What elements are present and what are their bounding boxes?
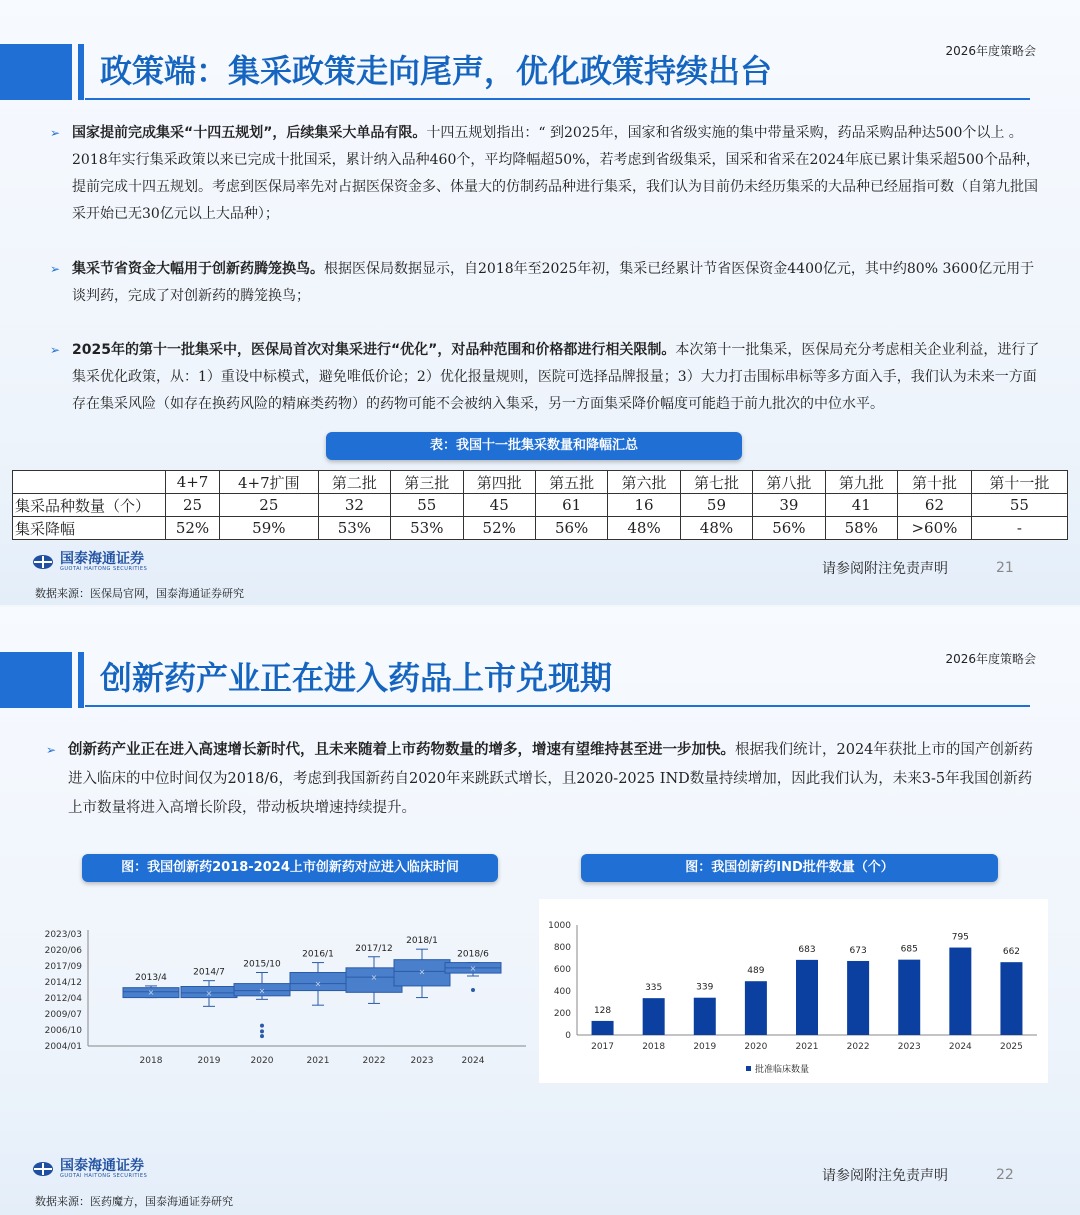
title-underline <box>85 98 1030 100</box>
y-tick-label: 2020/06 <box>44 946 82 956</box>
y-tick-label: 2004/01 <box>44 1042 82 1052</box>
chart2-caption: 图：我国创新药IND批件数量（个） <box>581 854 998 882</box>
page-title: 创新药产业正在进入药品上市兑现期 <box>100 659 613 697</box>
table-caption: 表：我国十一批集采数量和降幅汇总 <box>326 432 742 460</box>
page-title: 政策端：集采政策走向尾声，优化政策持续出台 <box>100 52 773 90</box>
box-mean-marker: × <box>418 967 426 977</box>
x-tick-label: 2017 <box>591 1042 615 1052</box>
table-cell: 第六批 <box>608 471 680 494</box>
table-cell: 第十批 <box>898 471 972 494</box>
box-median-label: 2014/7 <box>193 967 225 978</box>
table-cell: 集采降幅 <box>13 517 166 540</box>
table-cell: >60% <box>898 517 972 540</box>
table-cell: 第八批 <box>753 471 825 494</box>
x-tick-label: 2021 <box>306 1056 330 1066</box>
bar <box>694 998 716 1035</box>
table-cell <box>13 471 166 494</box>
table-cell: 集采品种数量（个） <box>13 494 166 517</box>
x-tick-label: 2020 <box>744 1042 768 1052</box>
table-cell: 4+7 <box>166 471 220 494</box>
table-cell: 61 <box>535 494 607 517</box>
procurement-table <box>12 470 1068 540</box>
ind-bar-chart <box>539 899 1048 1083</box>
bullet-1-bold: 创新药产业正在进入高速增长新时代，且未来随着上市药物数量的增多，增速有望维持甚至进一步加快。 <box>68 742 735 758</box>
x-tick-label: 2023 <box>897 1042 921 1052</box>
bar-value-label: 335 <box>645 983 663 994</box>
bar <box>796 960 818 1035</box>
legend-swatch <box>746 1066 751 1071</box>
ind-bar-svg <box>539 899 1048 1083</box>
x-tick-label: 2018 <box>139 1056 163 1066</box>
table-cell: 48% <box>680 517 752 540</box>
logo-text-cn: 国泰海通证券 <box>60 551 144 567</box>
bar-value-label: 662 <box>1002 947 1021 958</box>
bullet-1 <box>46 736 1036 823</box>
y-tick-label: 0 <box>565 1031 571 1041</box>
bar-value-label: 685 <box>900 944 918 955</box>
meeting-label: 2026年度策略会 <box>945 44 1036 58</box>
boxplot-svg <box>38 925 530 1083</box>
box-median-label: 2018/6 <box>457 949 489 960</box>
bullet-2-text: 根据医保局数据显示，自2018年至2025年初，集采已经累计节省医保资金4400亿元，其中约80% 3600亿元用于谈判药，完成了对创新药的腾笼换鸟； <box>72 261 1035 304</box>
table-cell: 39 <box>753 494 825 517</box>
table-cell: 45 <box>463 494 535 517</box>
table-cell: 第二批 <box>318 471 390 494</box>
box-mean-marker: × <box>258 986 266 996</box>
table-cell: 53% <box>391 517 463 540</box>
x-tick-label: 2025 <box>999 1042 1023 1052</box>
table-cell: 56% <box>535 517 607 540</box>
bullet-3-bold: 2025年的第十一批集采中，医保局首次对集采进行“优化”，对品种范围和价格都进行相关限制。 <box>72 342 676 358</box>
bullet-2-bold: 集采节省资金大幅用于创新药腾笼换鸟。 <box>72 261 324 277</box>
table-cell: 第十一批 <box>971 471 1067 494</box>
table-cell: 62 <box>898 494 972 517</box>
bullet-arrow-icon: ➢ <box>50 262 61 276</box>
bar <box>592 1021 614 1035</box>
x-tick-label: 2018 <box>642 1042 666 1052</box>
chart1-caption: 图：我国创新药2018-2024上市创新药对应进入临床时间 <box>82 854 498 882</box>
data-source: 数据来源：医保局官网，国泰海通证券研究 <box>35 587 244 600</box>
bullet-arrow-icon: ➢ <box>46 743 57 757</box>
x-tick-label: 2020 <box>250 1056 274 1066</box>
x-tick-label: 2019 <box>197 1056 221 1066</box>
title-accent-block <box>0 652 72 708</box>
x-tick-label: 2023 <box>410 1056 434 1066</box>
box-mean-marker: × <box>314 979 322 989</box>
table-cell: 52% <box>463 517 535 540</box>
company-logo <box>32 552 147 572</box>
table-cell: 第九批 <box>825 471 897 494</box>
bar-value-label: 795 <box>951 932 969 943</box>
table-cell: 55 <box>391 494 463 517</box>
box-mean-marker: × <box>205 988 213 998</box>
box-mean-marker: × <box>370 973 378 983</box>
disclaimer-text: 请参阅附注免责声明 <box>822 1168 948 1184</box>
bullet-arrow-icon: ➢ <box>50 343 61 357</box>
y-tick-label: 2014/12 <box>44 978 82 988</box>
logo-text-cn: 国泰海通证券 <box>60 1158 144 1174</box>
box-median-label: 2013/4 <box>135 972 167 983</box>
table-row <box>13 517 1068 540</box>
y-tick-label: 800 <box>553 943 571 953</box>
table-cell: 第七批 <box>680 471 752 494</box>
y-tick-label: 2009/07 <box>44 1010 82 1020</box>
table-row <box>13 494 1068 517</box>
title-accent-block <box>0 44 72 100</box>
title-accent-stripe <box>78 652 84 708</box>
box-median-label: 2018/1 <box>406 936 438 947</box>
slide-22 <box>0 607 1080 1215</box>
box-mean-marker: × <box>147 987 155 997</box>
disclaimer-text: 请参阅附注免责声明 <box>822 561 948 577</box>
table-cell: 52% <box>166 517 220 540</box>
bar <box>745 981 767 1035</box>
table-cell: 第五批 <box>535 471 607 494</box>
bullet-arrow-icon: ➢ <box>50 126 61 140</box>
table-header-row <box>13 471 1068 494</box>
table-cell: 59 <box>680 494 752 517</box>
y-tick-label: 600 <box>553 965 571 975</box>
title-accent-stripe <box>78 44 84 100</box>
box-median-label: 2015/10 <box>243 959 281 970</box>
table-cell: 58% <box>825 517 897 540</box>
box-outlier <box>260 1029 264 1033</box>
bar-value-label: 489 <box>747 966 765 977</box>
slide-21 <box>0 0 1080 605</box>
table-cell: 55 <box>971 494 1067 517</box>
table-cell: - <box>971 517 1067 540</box>
table-cell: 第三批 <box>391 471 463 494</box>
y-tick-label: 2023/03 <box>44 930 82 940</box>
legend-label: 批准临床数量 <box>755 1065 810 1075</box>
data-source: 数据来源：医药魔方，国泰海通证券研究 <box>35 1195 233 1208</box>
table-cell: 41 <box>825 494 897 517</box>
bar-value-label: 339 <box>696 982 714 993</box>
logo-mark-icon <box>32 554 54 570</box>
box-median-label: 2016/1 <box>302 949 334 960</box>
bar <box>1000 962 1022 1035</box>
table-cell: 56% <box>753 517 825 540</box>
bar-value-label: 128 <box>593 1005 612 1016</box>
box-median-label: 2017/12 <box>355 943 393 954</box>
bullet-2 <box>50 256 1040 310</box>
table-cell: 第四批 <box>463 471 535 494</box>
table-cell: 16 <box>608 494 680 517</box>
x-tick-label: 2024 <box>948 1042 972 1052</box>
table-cell: 25 <box>166 494 220 517</box>
bar <box>847 961 869 1035</box>
bullet-1-bold: 国家提前完成集采“十四五规划”，后续集采大单品有限。 <box>72 125 427 141</box>
y-tick-label: 2006/10 <box>44 1026 82 1036</box>
page-number: 22 <box>996 1167 1014 1183</box>
bar-value-label: 673 <box>849 945 867 956</box>
title-underline <box>85 705 1030 707</box>
logo-text-en: GUOTAI HAITONG SECURITIES <box>60 1173 148 1179</box>
bar <box>949 948 971 1035</box>
bar-value-label: 683 <box>798 944 816 955</box>
x-tick-label: 2022 <box>846 1042 870 1052</box>
x-tick-label: 2019 <box>693 1042 717 1052</box>
boxplot-chart <box>38 925 530 1083</box>
y-tick-label: 1000 <box>548 921 571 931</box>
table-cell: 25 <box>220 494 319 517</box>
bullet-1-text: 根据我们统计，2024年获批上市的国产创新药进入临床的中位时间仅为2018/6，考虑到我国新药自2020年来跳跃式增长，且2020-2025 IND数量持续增加，因此我们认为，未来3-5年我国创新药上市数量将进入高增长阶段，带动板块增速持续提升。 <box>68 742 1033 816</box>
table-cell: 48% <box>608 517 680 540</box>
box-outlier <box>260 1024 264 1028</box>
box-outlier <box>260 1034 264 1038</box>
box-outlier <box>471 988 475 992</box>
table-cell: 59% <box>220 517 319 540</box>
logo-text-en: GUOTAI HAITONG SECURITIES <box>60 566 148 572</box>
bullet-1 <box>50 120 1040 228</box>
y-tick-label: 400 <box>553 987 571 997</box>
table-cell: 32 <box>318 494 390 517</box>
logo-mark-icon <box>32 1161 54 1177</box>
table-cell: 53% <box>318 517 390 540</box>
bullet-3-text: 本次第十一批集采，医保局充分考虑相关企业利益，进行了集采优化政策，从：1）重设中标模式，避免唯低价论；2）优化报量规则，医院可选择品牌报量；3）大力打击围标串标等多方面入手，我们认为未来一方面存在集采风险（如存在换药风险的精麻类药物）的药物可能不会被纳入集采，另一方面集采降价幅度可能趋于前九批次的中位水平。 <box>72 342 1040 412</box>
bullet-1-text: 十四五规划指出：“ 到2025年，国家和省级实施的集中带量采购，药品采购品种达500个以上 。2018年实行集采政策以来已完成十批国采，累计纳入品种460个，平均降幅超50%，若考虑到省级集采，国采和省采在2024年底已累计集采超500个品种，提前完成十四五规划。考虑到医保局率先对占据医保资金多、体量大的仿制药品种进行集采，我们认为目前仍未经历集采的大品种已经屈指可数（自第九批国采开始已无30亿元以上大品种）； <box>72 125 1040 222</box>
y-tick-label: 2017/09 <box>44 962 82 972</box>
y-tick-label: 2012/04 <box>44 994 82 1004</box>
bar <box>643 998 665 1035</box>
x-tick-label: 2022 <box>362 1056 386 1066</box>
table-cell: 4+7扩围 <box>220 471 319 494</box>
meeting-label: 2026年度策略会 <box>945 652 1036 666</box>
x-tick-label: 2021 <box>795 1042 819 1052</box>
y-tick-label: 200 <box>553 1009 571 1019</box>
bar <box>898 960 920 1035</box>
box-mean-marker: × <box>469 963 477 973</box>
x-tick-label: 2024 <box>461 1056 485 1066</box>
page-number: 21 <box>996 560 1014 576</box>
bullet-3 <box>50 337 1040 418</box>
company-logo <box>32 1159 147 1179</box>
